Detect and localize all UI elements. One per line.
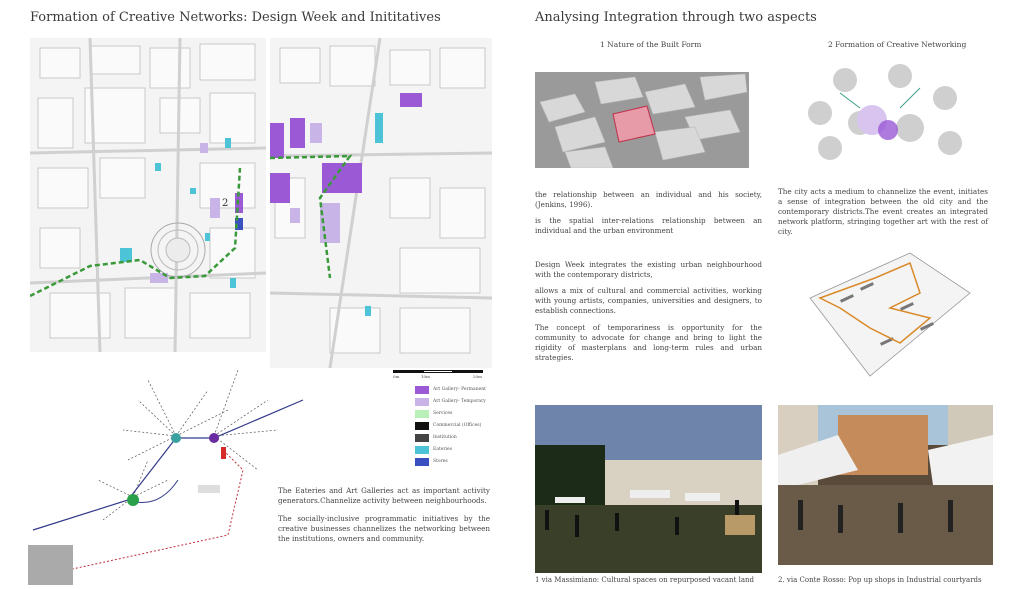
text-a1: the relationship between an individual and his society, (Jenkins, 1996). (535, 190, 762, 209)
left-paragraph-2: The socially-inclusive programmatic initiatives by the creative businesses channelizes the networking between the institutions, owners and community. (278, 514, 490, 543)
built-form-model-image (535, 72, 749, 168)
caption-photo-1: 1 via Massimiano: Cultural spaces on repurposed vacant land (535, 576, 755, 584)
legend-item: Stores (415, 458, 525, 467)
photo-via-massimiano (535, 405, 762, 573)
text-a2: is the spatial inter-relations relationship between an individual and the urban environment (535, 216, 762, 235)
aspect-2-label: 2 Formation of Creative Networking (828, 40, 967, 49)
scale-label-2: 20m (473, 374, 482, 379)
legend-item: Art Gallery- Permanent (415, 386, 525, 395)
scale-label-1: 10m (421, 374, 430, 379)
legend-item: Institution (415, 434, 525, 443)
left-title: Formation of Creative Networks: Design Week and Inititatives (30, 10, 441, 25)
map-marker-2: 2 (222, 198, 229, 209)
district-map-east (270, 38, 492, 368)
text-b2: allows a mix of cultural and commercial activities, working with young artists, companies, universities and designers, to establish connections. (535, 286, 762, 315)
photo-via-conte-rosso (778, 405, 993, 565)
caption-photo-2: 2. via Conte Rosso: Pop up shops in Industrial courtyards (778, 576, 982, 584)
network-diagram (28, 360, 308, 585)
text-b1: Design Week integrates the existing urban neighbourhood with the contemporary districts, (535, 260, 762, 279)
scale-bar (393, 370, 483, 382)
aspect-1-label: 1 Nature of the Built Form (600, 40, 702, 49)
legend-item: Services (415, 410, 525, 419)
left-paragraph-1: The Eateries and Art Galleries act as important activity generators.Channelize activity between neighbourhoods. (278, 486, 490, 505)
map-legend (415, 386, 525, 468)
scale-label-0: 0m (393, 374, 400, 379)
legend-item: Commercial (Offices) (415, 422, 525, 431)
creative-network-circles (800, 58, 970, 168)
legend-item: Art Gallery- Temporary (415, 398, 525, 407)
integrated-network-isometric (800, 248, 975, 378)
text-c: The city acts a medium to channelize the event, initiates a sense of integration between the old city and the contemporary districts.The event creates an integrated network platform, stringing together art with the rest of city. (778, 187, 988, 236)
district-map-west (30, 38, 266, 352)
right-title: Analysing Integration through two aspects (535, 10, 817, 25)
text-b3: The concept of temporariness is opportunity for the community to advocate for change and bring to light the rigidity of masterplans and long-term rules and urban strategies. (535, 323, 762, 362)
legend-item: Eateries (415, 446, 525, 455)
